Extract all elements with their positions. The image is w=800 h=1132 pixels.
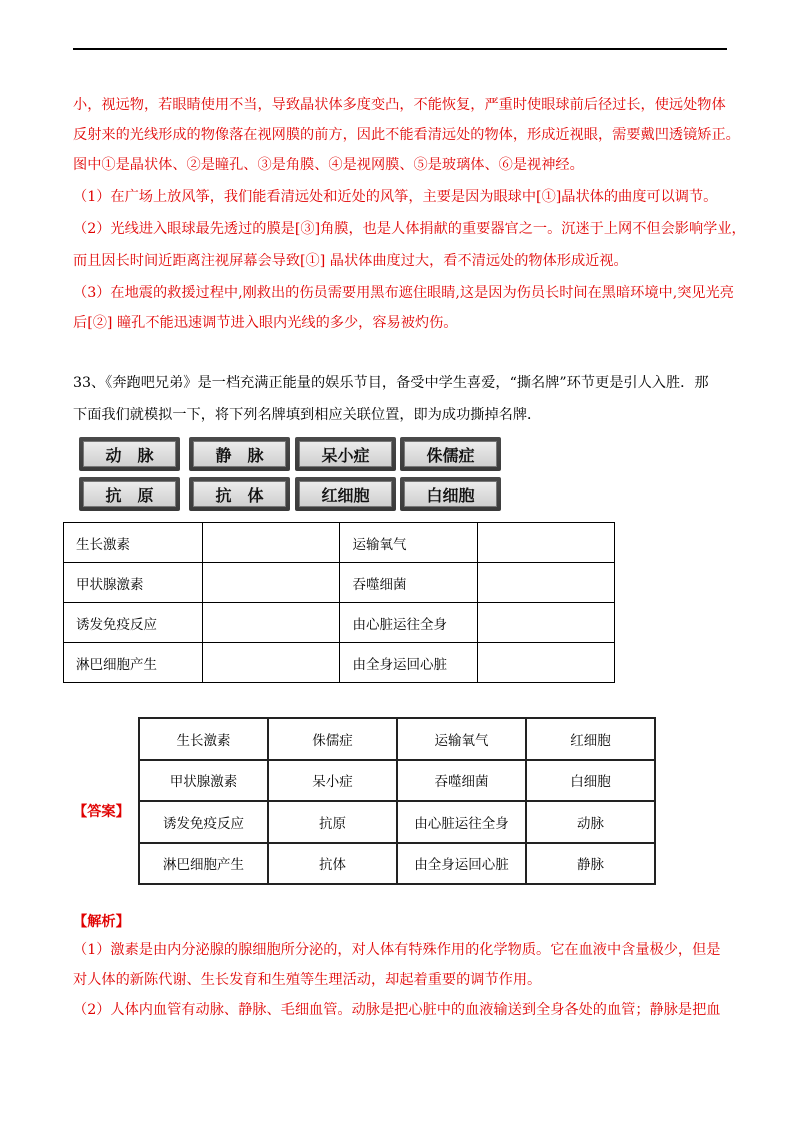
- table-cell: 生长激素: [64, 523, 203, 563]
- name-card-label: 动 脉: [83, 441, 176, 467]
- table-cell: 淋巴细胞产生: [139, 843, 268, 885]
- analysis-line: 对人体的新陈代谢、生长发育和生殖等生理活动，却起着重要的调节作用。: [73, 972, 542, 988]
- table-cell: 淋巴细胞产生: [64, 643, 203, 683]
- blank-cell: [202, 563, 340, 603]
- analysis-label: 【解析】: [73, 914, 130, 930]
- table-cell: 动脉: [526, 801, 655, 843]
- table-cell: 静脉: [526, 843, 655, 885]
- question-line: 33、《奔跑吧兄弟》是一档充满正能量的娱乐节目，备受中学生喜爱，“撕名牌”环节更是引人入胜．那: [73, 375, 709, 391]
- name-card-label: 白细胞: [404, 481, 497, 507]
- table-cell: 甲状腺激素: [139, 760, 268, 802]
- table-cell: 抗体: [268, 843, 397, 885]
- table-cell: 甲状腺激素: [64, 563, 203, 603]
- name-card: [79, 477, 180, 511]
- name-card-label: 抗 原: [83, 481, 176, 507]
- answer-label: 【答案】: [73, 804, 130, 820]
- table-cell: 呆小症: [268, 760, 397, 802]
- table-cell: 白细胞: [526, 760, 655, 802]
- name-card: [400, 477, 501, 511]
- name-card: [295, 477, 396, 511]
- question-line: 下面我们就模拟一下，将下列名牌填到相应关联位置，即为成功撕掉名牌．: [73, 407, 542, 423]
- name-card-label: 侏儒症: [404, 441, 497, 467]
- blank-cell: [478, 523, 615, 563]
- analysis-line: （2）人体内血管有动脉、静脉、毛细血管。动脉是把心脏中的血液输送到全身各处的血管；静脉是把血: [73, 1002, 721, 1018]
- table-row: [139, 718, 655, 760]
- text-line: 而且因长时间近距离注视屏幕会导致[①] 晶状体曲度过大，看不清远处的物体形成近视。: [73, 253, 628, 269]
- table-cell: 由全身运回心脏: [340, 643, 478, 683]
- header-rule: [73, 48, 727, 50]
- table-cell: 运输氧气: [340, 523, 478, 563]
- name-card: [400, 437, 501, 471]
- text-line: 图中①是晶状体、②是瞳孔、③是角膜、④是视网膜、⑤是玻璃体、⑥是视神经。: [73, 157, 584, 173]
- table-row: [64, 523, 615, 563]
- text-line: 小，视远物，若眼睛使用不当，导致晶状体多度变凸，不能恢复，严重时使眼球前后径过长，使远处物体: [73, 97, 726, 113]
- blank-cell: [478, 643, 615, 683]
- name-card-label: 静 脉: [193, 441, 286, 467]
- table-cell: 由心脏运往全身: [397, 801, 526, 843]
- question-table: [63, 522, 615, 683]
- table-cell: 运输氧气: [397, 718, 526, 760]
- table-row: [64, 563, 615, 603]
- table-row: [139, 760, 655, 802]
- blank-cell: [202, 523, 340, 563]
- name-card: [189, 477, 290, 511]
- name-card: [79, 437, 180, 471]
- table-cell: 由心脏运往全身: [340, 603, 478, 643]
- text-line: （3）在地震的救援过程中,刚救出的伤员需要用黑布遮住眼睛,这是因为伤员长时间在黑暗环境中,突见光亮: [73, 285, 734, 301]
- text-line: 反射来的光线形成的物像落在视网膜的前方，因此不能看清远处的物体，形成近视眼，需要戴凹透镜矫正。: [73, 127, 740, 143]
- answer-table: [138, 717, 656, 885]
- table-cell: 侏儒症: [268, 718, 397, 760]
- name-card-label: 抗 体: [193, 481, 286, 507]
- table-cell: 红细胞: [526, 718, 655, 760]
- table-cell: 诱发免疫反应: [64, 603, 203, 643]
- blank-cell: [202, 643, 340, 683]
- analysis-line: （1）激素是由内分泌腺的腺细胞所分泌的，对人体有特殊作用的化学物质。它在血液中含量极少，但是: [73, 942, 721, 958]
- text-line: （1）在广场上放风筝，我们能看清远处和近处的风筝，主要是因为眼球中[①]晶状体的曲度可以调节。: [73, 189, 718, 205]
- table-cell: 生长激素: [139, 718, 268, 760]
- name-card: [189, 437, 290, 471]
- name-card-label: 呆小症: [299, 441, 392, 467]
- table-row: [64, 643, 615, 683]
- table-row: [139, 843, 655, 885]
- name-card: [295, 437, 396, 471]
- blank-cell: [478, 563, 615, 603]
- blank-cell: [478, 603, 615, 643]
- table-row: [64, 603, 615, 643]
- blank-cell: [202, 603, 340, 643]
- text-line: （2）光线进入眼球最先透过的膜是[③]角膜，也是人体捐献的重要器官之一。沉迷于上网不但会影响学业，: [73, 221, 746, 237]
- table-cell: 抗原: [268, 801, 397, 843]
- text-line: 后[②] 瞳孔不能迅速调节进入眼内光线的多少，容易被灼伤。: [73, 315, 458, 331]
- table-row: [139, 801, 655, 843]
- table-cell: 吞噬细菌: [397, 760, 526, 802]
- name-card-label: 红细胞: [299, 481, 392, 507]
- table-cell: 由全身运回心脏: [397, 843, 526, 885]
- table-cell: 诱发免疫反应: [139, 801, 268, 843]
- table-cell: 吞噬细菌: [340, 563, 478, 603]
